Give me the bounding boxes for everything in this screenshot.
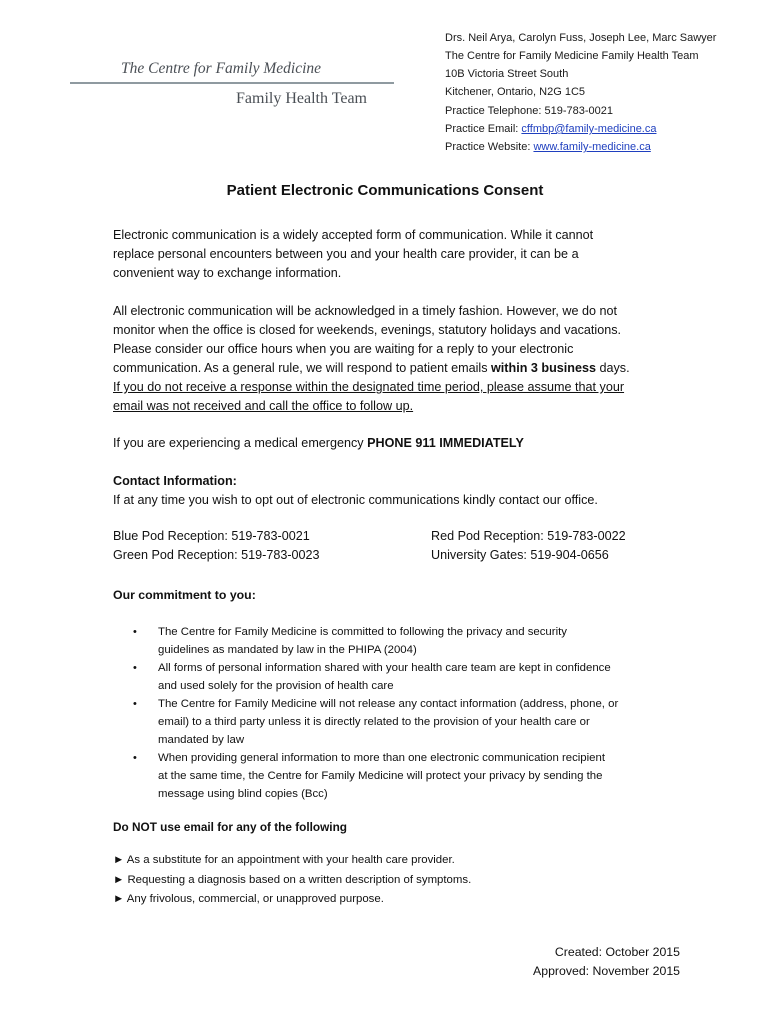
created-date: Created: October 2015 bbox=[554, 945, 680, 959]
commitment-item-line: guidelines as mandated by law in the PHIPA (2004) bbox=[158, 644, 417, 656]
red-pod-phone: Red Pod Reception: 519-783-0022 bbox=[431, 529, 626, 543]
contact-text: If at any time you wish to opt out of electronic communications kindly contact our office. bbox=[113, 493, 598, 507]
page-title: Patient Electronic Communications Consent bbox=[226, 182, 544, 199]
ack-line bbox=[113, 359, 693, 378]
ack-line-underlined: If you do not receive a response within the designated time period, please assume that your bbox=[113, 380, 625, 394]
intro-line: Electronic communication is a widely accepted form of communication. While it cannot bbox=[113, 228, 594, 242]
header-website-row bbox=[445, 140, 651, 154]
commitment-item-line: at the same time, the Centre for Family Medicine will protect your privacy by sending the bbox=[158, 770, 603, 782]
university-gates-phone: University Gates: 519-904-0656 bbox=[431, 548, 609, 562]
green-pod-phone: Green Pod Reception: 519-783-0023 bbox=[113, 548, 320, 562]
donot-item: ► As a substitute for an appointment with your health care provider. bbox=[113, 854, 455, 866]
commitment-item-line: email) to a third party unless it is directly related to the provision of your health care or bbox=[158, 716, 590, 728]
commitment-item bbox=[113, 695, 673, 749]
intro-line: convenient way to exchange information. bbox=[113, 266, 342, 280]
commitment-item-line: The Centre for Family Medicine is committed to following the privacy and security bbox=[158, 626, 567, 638]
donot-item: ► Requesting a diagnosis based on a written description of symptoms. bbox=[113, 873, 472, 886]
bullet-icon: • bbox=[133, 662, 137, 674]
commitment-item-line: and used solely for the provision of health care bbox=[158, 680, 394, 692]
blue-pod-phone: Blue Pod Reception: 519-783-0021 bbox=[113, 529, 310, 543]
commitment-item-line: mandated by law bbox=[158, 734, 245, 746]
approved-date: Approved: November 2015 bbox=[533, 964, 680, 978]
commitment-item bbox=[113, 659, 673, 695]
footer-dates bbox=[533, 943, 680, 981]
website-link[interactable]: www.family-medicine.ca bbox=[533, 141, 651, 153]
header-phone: Practice Telephone: 519-783-0021 bbox=[445, 105, 613, 117]
commitment-heading: Our commitment to you: bbox=[113, 588, 256, 602]
commitment-item bbox=[113, 623, 673, 659]
logo-rule bbox=[70, 82, 394, 84]
header-email-row bbox=[445, 122, 656, 136]
commitment-item-line: message using blind copies (Bcc) bbox=[158, 788, 328, 800]
commitment-item-line: All forms of personal information shared with your health care team are kept in confidence bbox=[158, 662, 611, 674]
ack-line: monitor when the office is closed for weekends, evenings, statutory holidays and vacations. bbox=[113, 323, 621, 337]
emergency-phone: PHONE 911 IMMEDIATELY bbox=[367, 436, 524, 450]
logo-text-fht: Family Health Team bbox=[236, 90, 367, 107]
ack-line-underlined: email was not received and call the office to follow up. bbox=[113, 399, 414, 413]
donot-list bbox=[113, 851, 471, 910]
header-email-label: Practice Email: bbox=[445, 123, 522, 135]
commitment-item-line: The Centre for Family Medicine will not release any contact information (address, phone, or bbox=[158, 698, 619, 710]
bullet-icon: • bbox=[133, 752, 137, 764]
response-time: within 3 business bbox=[491, 361, 596, 375]
commitment-item bbox=[113, 749, 673, 803]
intro-paragraph bbox=[113, 226, 693, 283]
header-city: Kitchener, Ontario, N2G 1C5 bbox=[445, 86, 586, 98]
emergency-line bbox=[113, 434, 693, 453]
ack-text: days. bbox=[595, 361, 630, 375]
donot-heading: Do NOT use email for any of the following bbox=[113, 820, 347, 834]
header-org: The Centre for Family Medicine Family Health Team bbox=[445, 50, 699, 62]
ack-line: All electronic communication will be acknowledged in a timely fashion. However, we do not bbox=[113, 304, 618, 318]
commitment-list bbox=[113, 623, 673, 803]
ack-line: Please consider our office hours when you are waiting for a reply to your electronic bbox=[113, 342, 574, 356]
logo-text-centre: The Centre for Family Medicine bbox=[121, 60, 322, 77]
contact-heading: Contact Information: bbox=[113, 474, 237, 488]
ack-paragraph bbox=[113, 302, 693, 416]
email-link[interactable]: cffmbp@family-medicine.ca bbox=[521, 123, 657, 135]
header-website-label: Practice Website: bbox=[445, 141, 534, 153]
intro-line: replace personal encounters between you and your health care provider, it can be a bbox=[113, 247, 579, 261]
bullet-icon: • bbox=[133, 626, 137, 638]
header-doctors: Drs. Neil Arya, Carolyn Fuss, Joseph Lee, Marc Sawyer bbox=[445, 32, 717, 44]
commitment-item-line: When providing general information to more than one electronic communication recipient bbox=[158, 752, 606, 764]
bullet-icon: • bbox=[133, 698, 137, 710]
header-street: 10B Victoria Street South bbox=[445, 68, 569, 80]
donot-item: ► Any frivolous, commercial, or unapproved purpose. bbox=[113, 893, 384, 905]
emergency-text: If you are experiencing a medical emergency bbox=[113, 436, 368, 450]
ack-text: communication. As a general rule, we will respond to patient emails bbox=[113, 361, 492, 375]
